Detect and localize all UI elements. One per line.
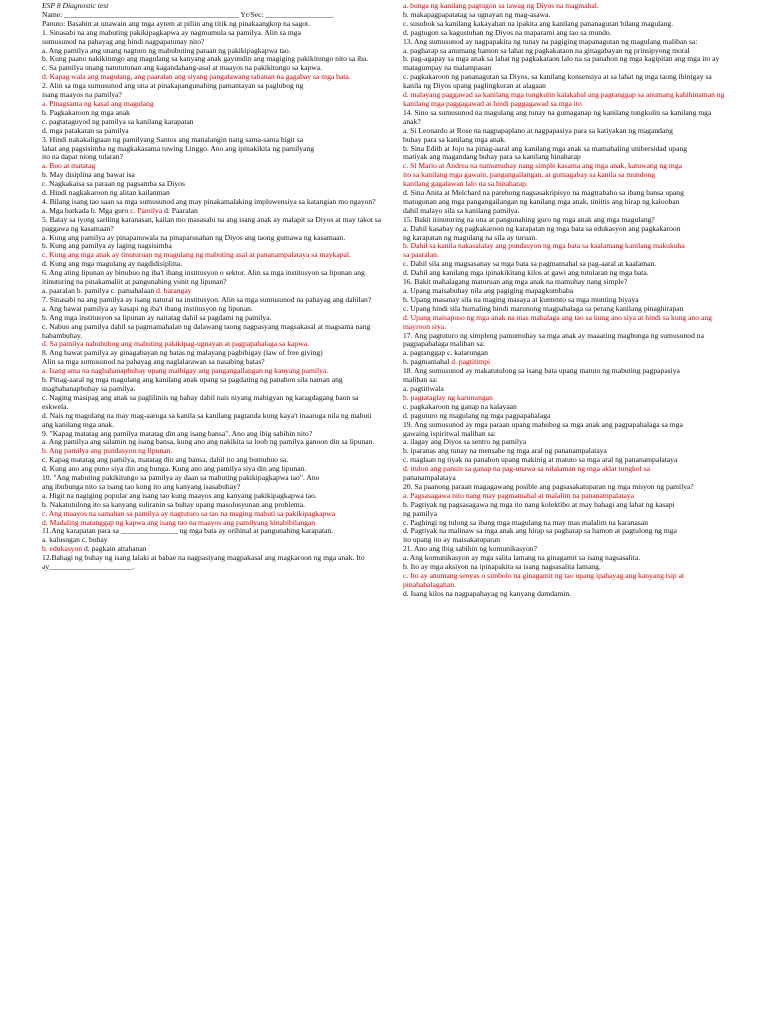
question-text-line: 20. Sa paanong paraan magagawang posible ang pagsasakatuparan ng mga misyon ng pamilya? [403,481,694,491]
question-text-line: b. Nakatutulong ito sa kanyang suliranin sa buhay upang masolusyunan ang problema. [42,499,305,509]
question-text-line: 17. Ang pagtuturo ng simpleng pamumuhay sa mga anak ay maaaring magbunga ng sumusunod na [403,330,704,340]
answer-key-segment: d. pagtitimpi [451,357,491,367]
question-text-line: matugunan ang mga pangangailangan ng kanilang mga anak, tiniitis ang hirap ng kalooban [403,196,680,206]
answer-key-line: a. bunga ng kanilang pagtugon sa tawag ng Diyos na magmahal. [403,1,599,10]
question-text-line: 2. Alin sa mga sumusunod ang una at pinakapangunahing pamantayan sa paglubog ng [42,81,304,91]
question-text-line: d. Nais ng magulang na may mag-aaruga sa kanila sa kanilang pagtanda kung kaya't inaaruga nila ng mabuti ang kanilang mga anak. [42,410,372,429]
question-text-line: b. pag-agapay sa mga anak sa lahat ng pagkakataon lalo na sa panahon ng mga kagipitan ang mga ito ay matagumpay na malampasan [403,54,720,73]
line-segment: b. pagmamahal [403,357,452,367]
question-text-line: c. pagkakaroon ng pananagutan sa Diyos, sa kanilang konsensiya at sa lahat ng mga taong ibinigay sa kanila ng Diyos upang paglingkuran at alagaan [403,72,712,91]
question-text-line: 13. Ang sumusunod ay nagpapakita ng tunay na pagiging mapanagutan ng magulang maliban sa: [403,36,698,46]
question-text-line: Panuto: Basahin at unawain ang mga aytem at piliin ang titik ng pinakaangkop na sagot. [42,18,311,28]
question-text-line: 19. Ang sumusunod ay mga paraan upang mahubog sa mga anak ang pagpapahalaga sa mga [403,419,683,429]
answer-key-line: d. itulon ang pansin sa ganap na pag-unawa sa nilalaman ng mga aklat tungkol sa [403,464,650,474]
question-text-line: a. pagharap sa anumang hamon sa lahat ng pagkakataon na ginagabayan ng prinsipyong moral [403,45,690,55]
question-text-line: a. Ang pamilya ang salamin ng isang bansa, kung ano ang nakikita sa loob ng pamilya ganoon din sa lipunan. [42,437,375,447]
question-text-line: a. Dahil kasabay ng pagkakaroon ng karapatan ng mga bata sa edukasyon ang pagkakaroon [403,223,681,233]
answer-key-line: d. Madaling matanggap ng kapwa ang isang tao na maayos ang pamilyang kinabibilangan [42,517,316,527]
answer-key-line: d. Sa pamilya nahuhubog ang mabuting pakikipag-ugnayan at pagpapahalaga sa kapwa. [42,339,309,349]
question-text-line: ng pamilya [403,508,437,518]
question-text-line: dahil malayo sila sa kanilang pamilya. [403,205,520,215]
question-text-line: a. Higit na nagiging popular ang isang tao kung maayos ang kanyang pakikipagkapwa tao. [42,490,317,500]
question-text-line: ng karapatan ng magulang na sila ay turuan. [403,232,538,242]
answer-key-line: sa paaralan. [403,250,439,260]
answer-key-line: c. Kung ang mga anak ay tinuturuan ng magulang ng mabuting asal at pananampalataya sa maykapal. [42,250,351,260]
line-segment: a. Mga barkada b. Mga guro [42,205,131,215]
question-text-line: c. Kapag matatag ang pamilya, matatag din ang bansa, dahil ito ang bumubuo sa. [42,455,289,465]
question-text-line: c. Sa pamilya unang natututunan ang kagandahang-asal at maayos na pakikitungo sa kapwa. [42,63,323,73]
question-text-line: a. Ang bawat pamilya ay kasapi ng iba't ibang institusyon ng lipunan. [42,303,253,313]
question-text-line: pananampalataya [403,473,456,483]
question-text-line: pagpapahalaga maliban sa: [403,339,485,349]
question-text-line: a. kalusugan c. buhay [42,535,108,545]
answer-key-line: d. Kapag wala ang magulang, ang paaralan ang siyang pangalawang tahanan na gagabay sa mga bata. [42,72,351,82]
answer-key-line: a. Pagsasagawa nito nang may pagmamahal at malalim na pananampalataya [403,490,635,500]
question-text-line: 1. Sinasabi na ang mabuting pakikipagkapwa ay nagmumula sa pamilya. Alin sa mga [42,27,301,37]
question-text-line: b. iparanas ang tunay na mensahe ng mga aral ng pananampalataya [403,446,607,456]
question-text-line: 21. Ano ang ibig sabihin ng komunikasyon? [403,544,537,554]
question-text-line: c. Dahil sila ang magsasanay sa mga bata sa pagmamahal sa pag-aaral at kaalaman. [403,259,657,269]
question-text-line: anak? [403,116,421,126]
answer-key-line: ito sa kanilang mga gawain, pangangailangan, at gumagabay sa kanila sa mundong [403,170,655,180]
question-text-line: c. Nabuo ang pamilya dahil sa pagmamahalan ng dalawang taong nagpasyang magsakasal at magsama nang habambuhay. [42,321,371,340]
question-text-line: a. Ang komunikasyon ay mga salita lamang na ginagamit sa isang nagsasalita. [403,553,641,563]
question-text-line: a. Kung ang pamilya ay pinapanuwala na pinaparusahan ng Diyos ang taong gumawa ng kasamaan. [42,232,346,242]
answer-key-line: c. Si Mario at Andrea na namumuhay nang simple kasama ang mga anak, katuwang ng mga [403,161,682,171]
answer-key-line: b. pagtataglay ng karunungan [403,392,493,402]
answer-key-line: a. Buo at matatag [42,161,96,171]
answer-key-line: c. Ang maayos na samahan sa pamilya ay nagtuturo sa tao na maging mabuti sa pakikipagkapwa [42,508,336,518]
question-text-line: 18. Ang sumusunod ay makatutulong sa isang bata upang matuto ng mabuting pagpapasiya [403,366,680,376]
question-text-line: c. Nagkakaisa sa paraan ng pagsamba sa Diyos [42,179,185,189]
question-text-line: b. makapagpapatatag sa ugnayan ng mag-asawa. [403,9,551,19]
question-text-line: b. Ang mga institusyon sa lipunan ay naitatag dahil sa pagdami ng pamilya. [42,312,272,322]
question-text-line: ito upang ito ay maisakatuparan [403,535,501,545]
question-text-line: 15. Bakit itinuturing na una at pangunahing guro ng mga anak ang mga magulang? [403,214,655,224]
question-text-line: a. pagtitiwala [403,383,444,393]
question-text-line: d. Isang kilos na nagpapahayag ng kanyang damdamin. [403,588,572,598]
question-text-line: c. pagtataguyod ng pamilya sa kanilang karapatan [42,116,194,126]
answer-key-segment: c. Pamilya [130,205,163,215]
question-text-line: b. Pagtiyak ng pagsasagawa ng mga ito nang kolektibo at may bahagi ang lahat ng kasapi [403,499,675,509]
question-text-line: d. Kung ano ang puno siya din ang bunga. Kung ano ang pamilya siya din ang lipunan. [42,464,307,474]
question-text-line: isang maayos na pamilya? [42,90,122,100]
answer-key-line: a. Pinagsama ng kasal ang magulang [42,98,154,108]
question-text-line: 10. "Ang mabuting pakikitungo sa pamilya ay daan sa mabuting pakikipagkapwa tao". Ano [42,473,320,483]
right-column [403,2,725,599]
question-text-line: c. Paghingi ng tulong sa ibang mga magulang na may mas malalim na karanasan [403,517,649,527]
answer-key-segment: d. barangay [156,286,192,295]
question-text-line: buhay para sa kanilang mga anak. [403,134,506,144]
question-text-line: 9. "Kapag matatag ang pamilya matatag din ang isang bansa". Ano ang ibig sabihin nito? [42,428,313,438]
document-title: ESP 8 Diagnostic test [42,1,109,10]
question-text-line: b. Pinag-aaral ng mga magulang ang kanilang anak upang sa pagdating ng panahon sila naman ang maghahanapbuhay sa pamilya. [42,375,343,393]
question-text-line: gawaing ispiritwal maliban sa: [403,428,497,438]
question-text-line: a. Upang maisabuhay nila ang pagiging mapagkumbaba [403,286,574,295]
question-text-line: b. May disiplina ang bawat isa [42,170,135,180]
question-text-line: 11.Ang karapatan para sa _______________ ng mga bata ay orihinal at pangunahing karapatan. [42,526,334,536]
question-text-line: 14. Sino sa sumusunod na magulang ang tunay na gumaganap ng kanilang tungkulin sa kanilang mga [403,107,712,117]
name-section-line: Name: ______________________________________________ Yr/Sec: __________________ [42,9,334,19]
question-text-line: d. pagtugon sa kagustuhan ng Diyos na maparami ang tao sa mundo. [403,27,612,37]
question-text-line: 12.Bahagi ng buhay ng isang lalaki at babae na nagpasiyang magpakasal ang magkaroon ng mga anak. Ito ay______________________. [42,553,365,572]
question-text-line: ito na dapat niong tularan? [42,152,123,162]
answer-key-line: a. Isang ama na naghahanapbuhay upang maibigay ang pangangailangan ng kanyang pamilya. [42,366,329,376]
question-text-line: d. Dahil ang kanilang mga ipinakikitang kilos at gawi ang tutularan ng mga bata. [403,268,649,278]
question-text-line: a. pagtanggap c. katarungan [403,348,488,358]
question-text-line: b. Upang masanay sila na maging masaya at kuntento sa mga munting biyaya [403,294,639,304]
question-text-line: a. ilagay ang Diyos sa sentro ng pamilya [403,437,527,447]
question-text-line: Alin sa mga sumusunod na pahayag ang naglalarawan sa nasabing batas? [42,357,265,367]
question-text-line: 5. Batay sa iyong sariling karanasan, kailan mo masasabi na ang isang anak ay malapit sa Diyos at may takot sa paggawa ng kasamaan? [42,214,382,233]
answer-key-line: d. malayang paggawad sa kanilang mga tungkulin kalakabal ang pagtanggap sa anumang kahihinatnan ng kanilang mga paggagawad at hindi paggagawad sa mga ito [403,90,725,108]
answer-key-line: d. Upang maisapuso ng mga anak na mas mahalaga ang tao sa kung ano siya at hindi sa kung ano ang mayroon siya. [403,312,712,331]
question-text-line: 7. Sinasabi na ang pamilya ay isang natural na institusyon. Alin sa mga sumusunod na pahayag ang dahilan? [42,294,372,304]
question-text-line: ang ibubunga nito sa isang tao kung ito ang kanyang isasabuhay? [42,481,241,491]
question-text-line: a. Ang pamilya ang unang nagturo ng mabubuting paraan ng pakikipagkapwa tao. [42,45,291,55]
line-segment: d. pagkain attahanan [82,544,147,554]
question-text-line: d. Sina Anita at Melchard na parehong nagsasakripisyo na magtrabaho sa ibang bansa upang [403,188,684,198]
question-text-line: b. Sina Edith at Jojo na pinag-aaral ang kanilang mga anak sa mamahaling unibersidad upang [403,143,688,153]
left-column [42,2,384,572]
question-text-line: lahat ang pagsisimba ng magkakasama tuwing Linggo. Ano ang ipinakikita ng pamilyang [42,143,315,153]
question-text-line: 4. Bilang isang tao saan sa mga sumusunod ang may pinakamalaking impluwensiya sa katangian mo ngayon? [42,196,376,206]
question-text-line: 8. Ang bawat pamilya ay ginagabayan ng batas ng malayang pagbibigay (law of free giving) [42,348,323,358]
question-text-line: sumusunod na pahayag ang hindi nagpapatunay nito? [42,36,205,46]
question-text-line: c. susubok sa kanilang kakayahan na ipakita ang kanilang pananagutan bilang magulang. [403,18,674,28]
question-text-line: d. paguturo ng magulang ng mga pagpapahalaga [403,410,551,420]
line-segment: a. paaralan b. pamilya c. pamahalaan [42,286,157,295]
question-text-line: a. Si Leonardo at Rose na nagpapaplano at nagpapasiya para sa katiyakan ng magandang [403,125,673,135]
line-segment: d. Paaralan [162,205,198,215]
question-text-line: 3. Hindi nakakaligtaan ng pamilyang Santos ang manalangin nang sama-sama higit sa [42,134,304,144]
question-text-line: 16. Bakit mahalagang maturuan ang mga anak na mamuhay nang simple? [403,277,628,287]
question-text-line: c. Naging masipag ang anak sa pagliliniis ng bahay dahil nais niyang mabigyan ng karagdagang baon sa eskwela. [42,392,359,411]
question-text-line: c. maglaan ng tiyak na panahon upang makinig at matuto sa mga aral ng pananampalataya [403,455,678,465]
question-text-line: 6. Ang ating lipunan ay binubuo ng iba't ibang institusyon o sektor. Alin sa mga institusyon sa lipunan ang itinuturing na pinakamaliit at pangunahing yunit ng lipunan? [42,268,365,287]
question-text-line: d. Hindi nagkakaroon ng alitan kailanman [42,188,170,198]
question-text-line: matiyak ang magandang buhay para sa kanilang hinaharap [403,152,581,162]
question-text-line: d. Pagtiyak na malinaw sa mga anak ang hirap sa pagharap sa hamon at pagtulong ng mga [403,526,677,536]
answer-key-segment: b. edukasyon [42,544,83,554]
question-text-line: b. Kung paano nakikitungo ang magulang sa kanyang anak gayundin ang magiging pakikitungo nito sa iba. [42,54,369,64]
question-text-line: d. Kung ang mga magulang ay nagdidisiplina. [42,259,183,269]
question-text-line: b. Pagkakaroon ng mga anak [42,107,130,117]
answer-key-line: kanilang gagalawan lalo na sa hinaharap. [403,179,528,189]
question-text-line: c. pagkakaroon ng ganap na kalayaan [403,401,517,411]
question-text-line: b. Kung ang pamilya ay laging nagsisimba [42,241,172,251]
question-text-line: maliban sa: [403,375,438,385]
answer-key-line: c. Ito ay anumang senyas o simbolo na ginagamit ng tao upang ipahayag ang kanyang isip at pinahahalagahan. [403,571,685,589]
answer-key-line: b. Ang pamilya ang pundasyon ng lipunan. [42,446,173,456]
question-text-line: b. Ito ay mga aksiyon na ipinapakita sa isang nagsasalita lamang. [403,562,601,572]
answer-key-line: b. Dahil sa kanila nakasalalay ang pundasyon ng mga bata sa kaalamang kanilang makukuha [403,241,685,251]
question-text-line: d. mga patakaran sa pamilya [42,125,129,135]
question-text-line: c. Upang hindi sila humaling hindi marunong magpahalaga sa perang kanilang pinaghirapan [403,303,684,313]
